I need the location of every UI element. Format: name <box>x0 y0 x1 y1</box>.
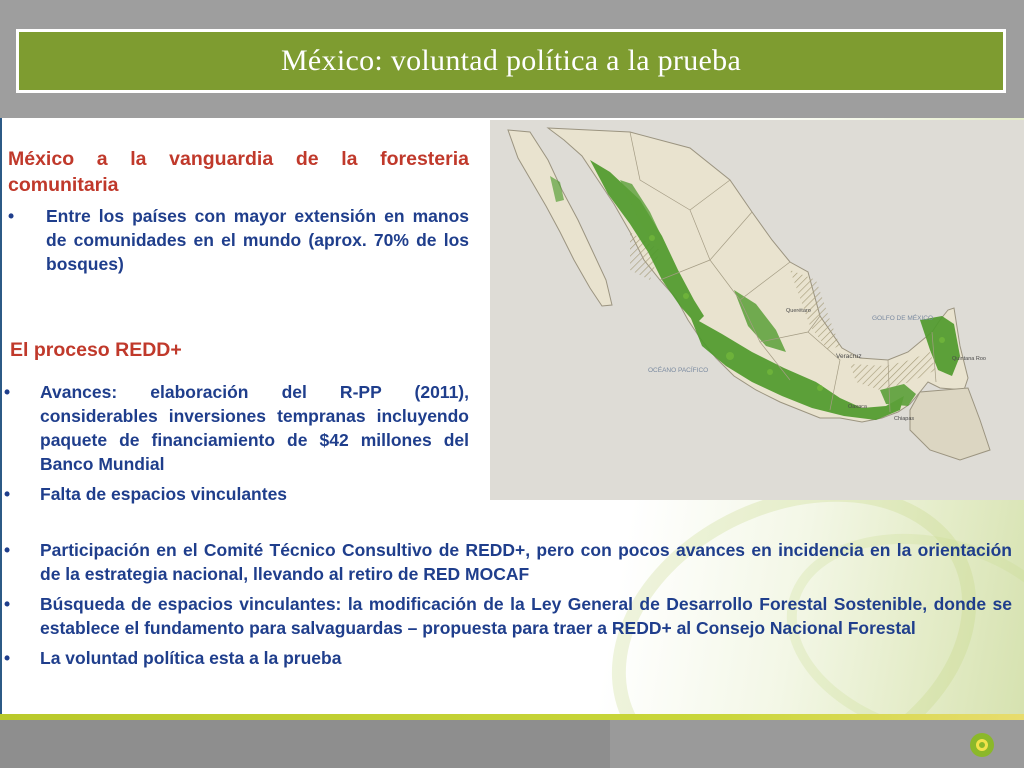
bullet-text: La voluntad política esta a la prueba <box>40 648 342 668</box>
section-1 <box>8 146 469 279</box>
bullet-dot: • <box>4 540 11 560</box>
section-2-heading: El proceso REDD+ <box>10 339 182 361</box>
pacific-ocean-label: OCÉANO PACÍFICO <box>648 367 709 374</box>
quintana-roo-label: Quintana Roo <box>952 356 986 362</box>
title-bar <box>16 29 1006 93</box>
gulf-of-mexico-label: GOLFO DE MÉXICO <box>872 315 934 322</box>
oaxaca-label: Oaxaca <box>848 404 867 410</box>
bullet-item <box>8 204 469 276</box>
bullet-text: Búsqueda de espacios vinculantes: la modificación de la Ley General de Desarrollo Forestal Sostenible, donde se establece el fundamento para salvaguardas – propuesta para traer a REDD+ al Consejo Nacional Forestal <box>40 594 1012 638</box>
logo-inner-ring <box>976 739 988 751</box>
veracruz-label: Veracruz <box>836 353 862 360</box>
chiapas-label: Chiapas <box>894 416 915 422</box>
section-2-wide <box>4 538 1012 673</box>
bullet-text: Entre los países con mayor extensión en manos de comunidades en el mundo (aprox. 70% de los bosques) <box>46 206 469 274</box>
section-1-heading: México a la vanguardia de la foresteria comunitaria <box>8 148 469 196</box>
mexico-map-svg <box>490 120 1024 500</box>
bullet-text: Avances: elaboración del R-PP (2011), considerables inversiones tempranas incluyendo paquete de financiamiento de $42 millones del Banco Mundial <box>40 382 469 474</box>
green-circle-logo-icon <box>970 733 994 757</box>
section-2-narrow <box>4 380 469 509</box>
bullet-dot: • <box>4 648 11 668</box>
bullet-item <box>4 482 469 506</box>
queretaro-label: Querétaro <box>786 308 811 314</box>
bullet-dot: • <box>8 206 15 226</box>
bullet-text: Participación en el Comité Técnico Consultivo de REDD+, pero con pocos avances en incidencia en la orientación de la estrategia nacional, llevando al retiro de RED MOCAF <box>40 540 1012 584</box>
footer-right-panel <box>610 720 1024 768</box>
bullet-dot: • <box>4 382 11 402</box>
mexico-forest-map <box>490 120 1024 500</box>
bullet-item <box>4 538 1012 586</box>
section-2-bullets-wide <box>4 538 1012 670</box>
bullet-item <box>4 592 1012 640</box>
bullet-item <box>4 380 469 476</box>
left-border <box>0 118 2 716</box>
bullet-dot: • <box>4 594 11 614</box>
page-title: México: voluntad política a la prueba <box>280 44 742 77</box>
bullet-text: Falta de espacios vinculantes <box>40 484 288 504</box>
bullet-item <box>4 646 1012 670</box>
section-2-bullets-narrow <box>4 380 469 506</box>
section-1-bullets <box>8 204 469 276</box>
bullet-dot: • <box>4 484 11 504</box>
footer-bar <box>0 720 1024 768</box>
